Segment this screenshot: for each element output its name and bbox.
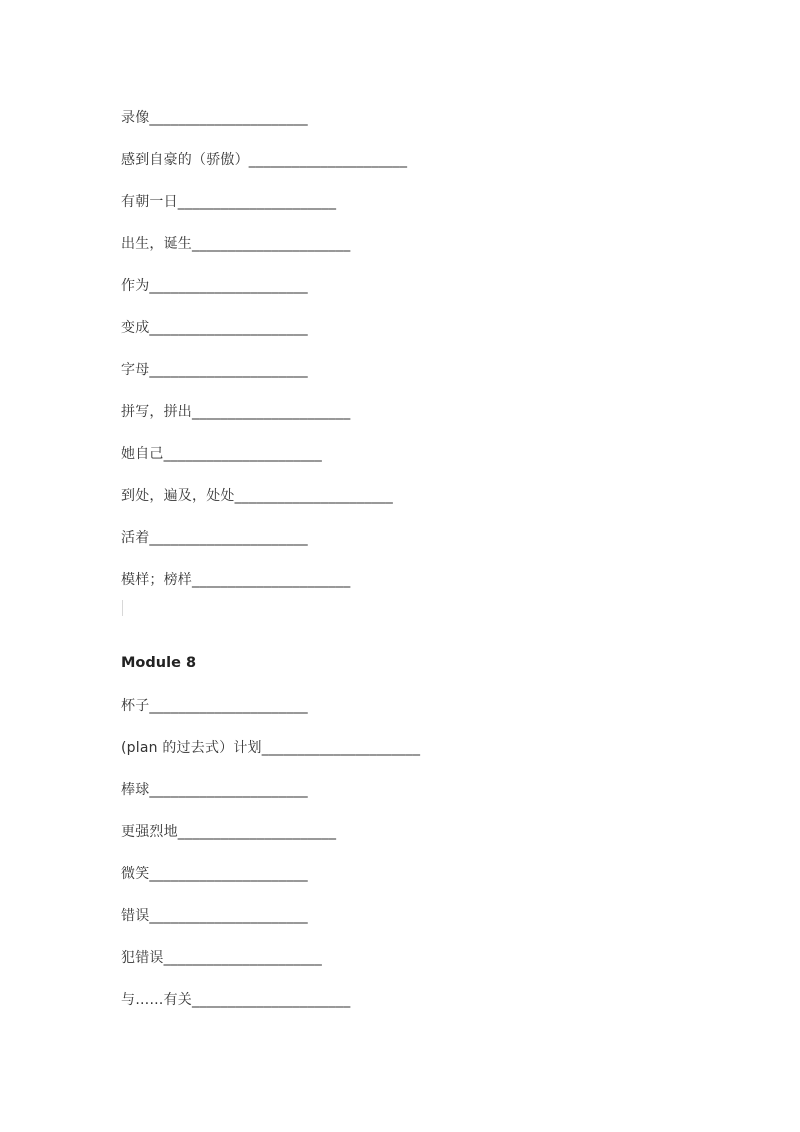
vocab-item: 活着______________________: [121, 530, 308, 546]
vocab-item: 字母______________________: [121, 362, 308, 378]
vocab-item: 感到自豪的（骄傲）______________________: [121, 152, 408, 168]
vocab-item: 模样；榜样______________________: [121, 572, 351, 588]
vocab-item: 更强烈地______________________: [121, 824, 337, 840]
vocab-item: 拼写，拼出______________________: [121, 404, 351, 420]
vocab-item: 录像______________________: [121, 110, 308, 126]
vocab-item: 出生，诞生______________________: [121, 236, 351, 252]
text-cursor-mark: [122, 600, 123, 616]
section-heading: Module 8: [121, 655, 197, 671]
vocab-item: (plan 的过去式）计划______________________: [121, 740, 421, 756]
vocab-item: 有朝一日______________________: [121, 194, 337, 210]
vocab-item: 犯错误______________________: [121, 950, 322, 966]
vocab-item: 杯子______________________: [121, 698, 308, 714]
vocab-item: 棒球______________________: [121, 782, 308, 798]
vocab-item: 微笑______________________: [121, 866, 308, 882]
vocab-item: 变成______________________: [121, 320, 308, 336]
vocab-item: 到处，遍及，处处______________________: [121, 488, 393, 504]
vocab-item: 与……有关______________________: [121, 992, 351, 1008]
vocab-item: 她自己______________________: [121, 446, 322, 462]
vocab-item: 错误______________________: [121, 908, 308, 924]
vocab-item: 作为______________________: [121, 278, 308, 294]
